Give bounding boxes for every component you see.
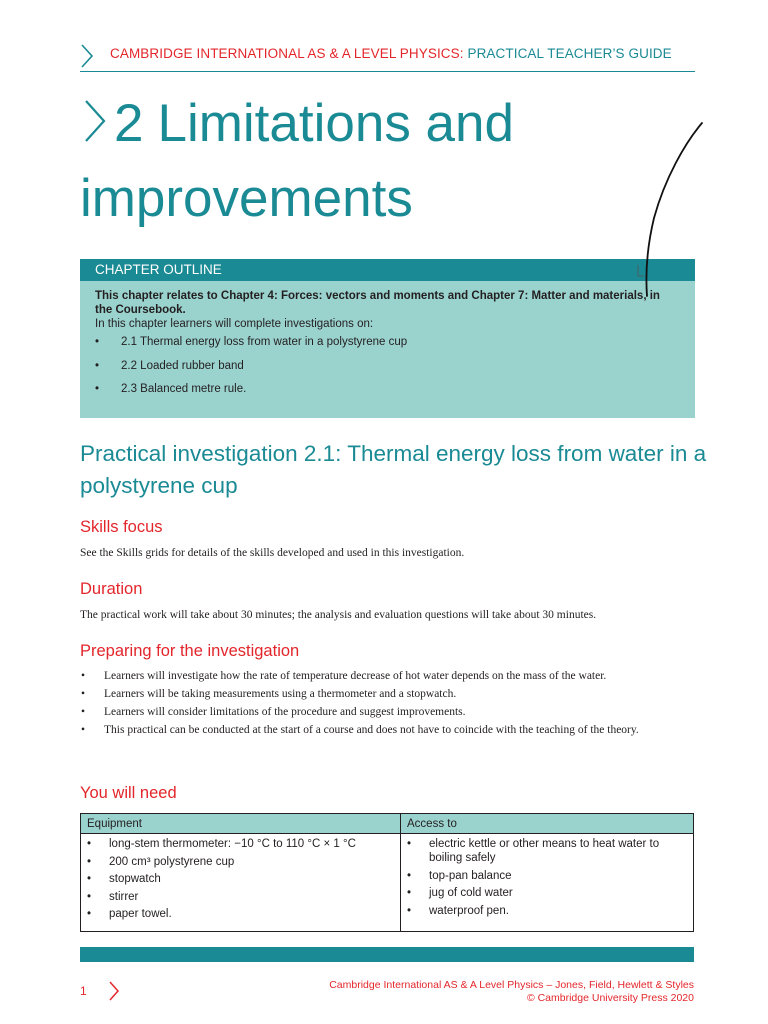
preparing-item: • Learners will consider limitations of the procedure and suggest improvements.	[80, 705, 695, 720]
handwritten-pen-mark	[630, 118, 710, 303]
footer-copyright: © Cambridge University Press 2020	[526, 991, 694, 1004]
chapter-outline-heading: CHAPTER OUTLINE	[80, 259, 695, 281]
equipment-cell	[81, 834, 401, 932]
outline-item: • 2.2 Loaded rubber band	[95, 359, 680, 373]
outline-item: • 2.1 Thermal energy loss from water in a polystyrene cup	[95, 335, 680, 349]
footer-bar	[80, 947, 694, 962]
skills-focus-heading: Skills focus	[80, 518, 163, 536]
equipment-item: • long-stem thermometer: −10 °C to 110 °C × 1 °C	[87, 837, 394, 851]
equipment-table	[80, 813, 694, 932]
preparing-heading: Preparing for the investigation	[80, 642, 300, 660]
duration-text: The practical work will take about 30 minutes; the analysis and evaluation questions will take about 30 minutes.	[80, 609, 597, 621]
outline-intro-bold: This chapter relates to Chapter 4: Forces: vectors and moments and Chapter 7: Matter and materials, in the Coursebook.	[95, 290, 660, 316]
header-rule	[80, 71, 695, 72]
chapter-title-line2: improvements	[80, 169, 413, 228]
preparing-item: • Learners will be taking measurements using a thermometer and a stopwatch.	[80, 687, 695, 702]
chevron-right-icon	[80, 44, 94, 68]
you-will-need-heading: You will need	[80, 784, 177, 802]
next-page-chevron-icon	[108, 981, 120, 1001]
equipment-item: • stirrer	[87, 890, 394, 904]
preparing-list	[80, 669, 695, 741]
page-number: 1	[80, 984, 87, 998]
chapter-title	[80, 86, 514, 236]
equipment-item: • paper towel.	[87, 907, 394, 921]
equipment-column-header: Equipment	[81, 814, 401, 834]
access-column-header: Access to	[401, 814, 694, 834]
skills-focus-text: See the Skills grids for details of the skills developed and used in this investigation.	[80, 547, 465, 559]
running-header	[110, 46, 672, 61]
outline-list	[95, 335, 680, 396]
chapter-number: 2	[114, 94, 144, 153]
outline-intro: In this chapter learners will complete investigations on:	[95, 318, 374, 330]
footer-credits	[329, 979, 694, 1004]
chapter-title-line1: Limitations and	[157, 94, 514, 153]
access-item: • waterproof pen.	[407, 904, 687, 918]
preparing-item: • This practical can be conducted at the start of a course and does not have to coincide with the teaching of the theory.	[80, 723, 695, 738]
equipment-item: • 200 cm³ polystyrene cup	[87, 855, 394, 869]
footer-book-line: Cambridge International AS & A Level Physics – Jones, Field, Hewlett & Styles	[329, 979, 694, 991]
access-item: • electric kettle or other means to heat water to boiling safely	[407, 837, 687, 865]
investigation-title: Practical investigation 2.1: Thermal energy loss from water in a polystyrene cup	[80, 441, 707, 498]
outline-item: • 2.3 Balanced metre rule.	[95, 382, 680, 396]
preparing-item: • Learners will investigate how the rate of temperature decrease of hot water depends on the mass of the water.	[80, 669, 695, 684]
access-item: • top-pan balance	[407, 869, 687, 883]
access-item: • jug of cold water	[407, 886, 687, 900]
series-title: CAMBRIDGE INTERNATIONAL AS & A LEVEL PHYSICS:	[110, 46, 464, 61]
guide-title: PRACTICAL TEACHER’S GUIDE	[467, 46, 672, 61]
chapter-outline-box	[80, 281, 695, 418]
equipment-item: • stopwatch	[87, 872, 394, 886]
access-cell	[401, 834, 694, 932]
duration-heading: Duration	[80, 580, 143, 598]
